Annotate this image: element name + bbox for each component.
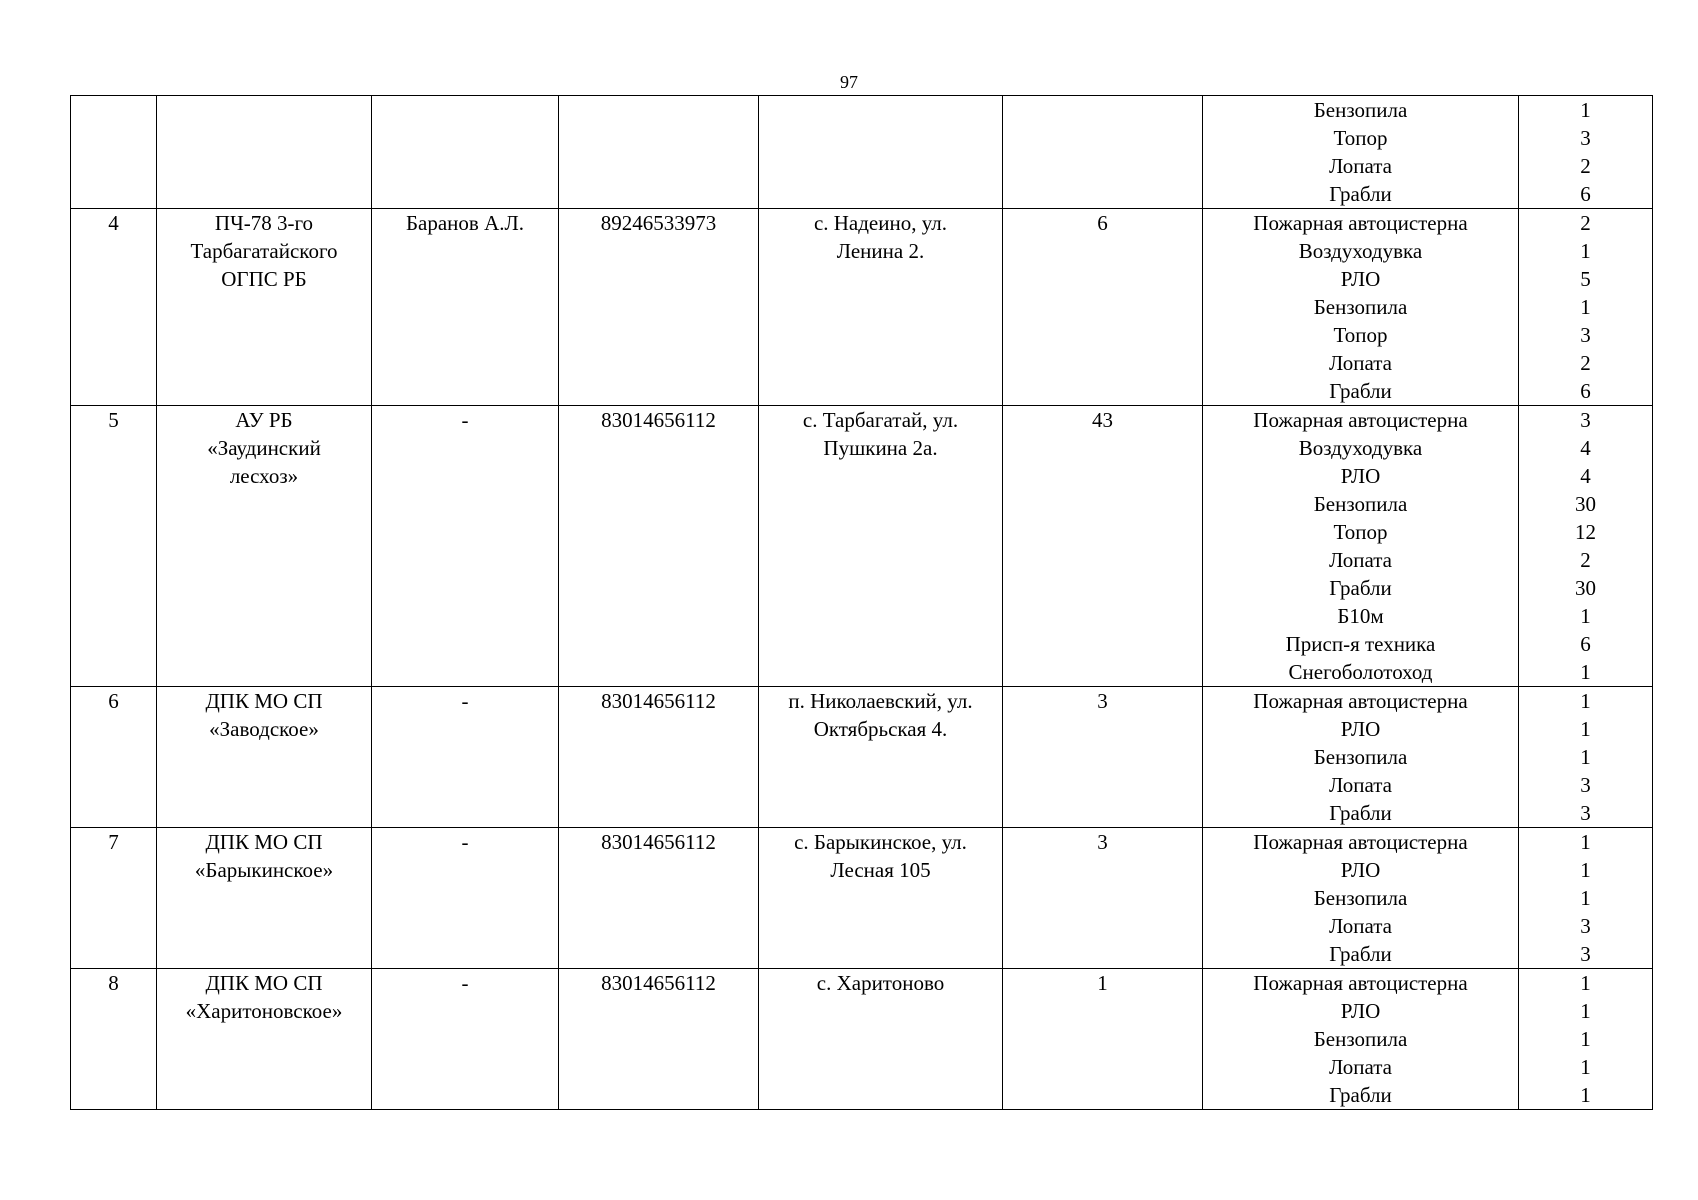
table-row (71, 209, 1653, 406)
address-line: Пушкина 2а. (823, 436, 938, 460)
address-cell (759, 406, 1003, 687)
equipment-quantity: 1 (1580, 886, 1591, 910)
organization-name-line: ДПК МО СП (205, 971, 323, 995)
address-line: Ленина 2. (836, 239, 925, 263)
row-number: 5 (108, 408, 119, 432)
equipment-quantity: 6 (1580, 379, 1591, 403)
equipment-quantity: 1 (1580, 971, 1591, 995)
quantity-cell (1519, 96, 1653, 209)
personnel-count: 43 (1092, 408, 1113, 432)
row-number: 4 (108, 211, 119, 235)
address-line: п. Николаевский, ул. (788, 689, 973, 713)
equipment-item: Б10м (1337, 604, 1384, 628)
page-number: 97 (840, 72, 858, 92)
equipment-item: Пожарная автоцистерна (1253, 971, 1468, 995)
equipment-item: Бензопила (1313, 1027, 1408, 1051)
organization-cell (157, 96, 372, 209)
equipment-item: Лопата (1329, 154, 1392, 178)
equipment-quantity: 3 (1580, 914, 1591, 938)
equipment-quantity: 1 (1580, 239, 1591, 263)
equipment-quantity: 1 (1580, 999, 1591, 1023)
equipment-item: РЛО (1340, 999, 1381, 1023)
quantity-cell (1519, 687, 1653, 828)
organization-name-line: «Заудинский (207, 436, 321, 460)
equipment-quantity: 1 (1580, 1027, 1591, 1051)
equipment-item: Бензопила (1313, 745, 1408, 769)
table-row (71, 969, 1653, 1110)
equipment-item: Бензопила (1313, 295, 1408, 319)
personnel-count-cell (1003, 969, 1203, 1110)
address-cell (759, 96, 1003, 209)
table-row (71, 406, 1653, 687)
row-number: 7 (108, 830, 119, 854)
equipment-cell (1203, 209, 1519, 406)
equipment-item: Бензопила (1313, 98, 1408, 122)
address-line: с. Надеино, ул. (813, 211, 948, 235)
equipment-quantity: 3 (1580, 942, 1591, 966)
equipment-cell (1203, 828, 1519, 969)
equipment-item: Снегоболотоход (1288, 660, 1433, 684)
head-name (376, 96, 554, 124)
personnel-count-cell (1003, 406, 1203, 687)
equipment-quantity: 1 (1580, 830, 1591, 854)
row-number-cell (71, 406, 157, 687)
phone-number (563, 96, 754, 124)
head-cell (372, 406, 559, 687)
equipment-quantity: 1 (1580, 717, 1591, 741)
equipment-item: Присп-я техника (1285, 632, 1436, 656)
phone-number: 83014656112 (601, 689, 716, 713)
equipment-item: Бензопила (1313, 492, 1408, 516)
head-name: Баранов А.Л. (405, 211, 524, 235)
phone-number: 83014656112 (601, 971, 716, 995)
equipment-quantity: 1 (1580, 858, 1591, 882)
equipment-item: Лопата (1329, 773, 1392, 797)
equipment-quantity: 2 (1580, 351, 1591, 375)
equipment-quantity: 2 (1580, 548, 1591, 572)
equipment-item: Пожарная автоцистерна (1253, 408, 1468, 432)
head-name: - (461, 408, 469, 432)
organization-name-line: ОГПС РБ (221, 267, 307, 291)
equipment-quantity: 1 (1580, 1083, 1591, 1107)
head-cell (372, 687, 559, 828)
address-cell (759, 209, 1003, 406)
phone-cell (559, 969, 759, 1110)
equipment-quantity: 1 (1580, 660, 1591, 684)
organization-name-line: АУ РБ (235, 408, 293, 432)
equipment-quantity: 1 (1580, 604, 1591, 628)
row-number-cell (71, 209, 157, 406)
organization-cell (157, 969, 372, 1110)
equipment-item: Лопата (1329, 914, 1392, 938)
equipment-item: Грабли (1329, 379, 1392, 403)
head-name: - (461, 830, 469, 854)
personnel-count: 3 (1097, 689, 1108, 713)
equipment-item: Воздуходувка (1298, 239, 1423, 263)
personnel-count-cell (1003, 209, 1203, 406)
organization-name-line: ДПК МО СП (205, 689, 323, 713)
organization-name-line: «Харитоновское» (185, 999, 343, 1023)
organization-cell (157, 687, 372, 828)
equipment-quantity: 4 (1580, 436, 1591, 460)
equipment-quantity: 1 (1580, 98, 1591, 122)
equipment-quantity: 1 (1580, 1055, 1591, 1079)
personnel-count (1007, 96, 1198, 124)
head-cell (372, 96, 559, 209)
equipment-quantity: 4 (1580, 464, 1591, 488)
quantity-cell (1519, 969, 1653, 1110)
head-cell (372, 969, 559, 1110)
equipment-item: Топор (1333, 323, 1388, 347)
row-number-cell (71, 687, 157, 828)
equipment-quantity: 3 (1580, 773, 1591, 797)
equipment-item: Грабли (1329, 576, 1392, 600)
equipment-quantity: 3 (1580, 408, 1591, 432)
personnel-count-cell (1003, 828, 1203, 969)
equipment-quantity: 30 (1575, 576, 1596, 600)
head-name: - (461, 971, 469, 995)
equipment-quantity: 3 (1580, 323, 1591, 347)
phone-cell (559, 687, 759, 828)
phone-cell (559, 828, 759, 969)
equipment-quantity: 1 (1580, 689, 1591, 713)
equipment-item: Топор (1333, 126, 1388, 150)
equipment-item: Пожарная автоцистерна (1253, 211, 1468, 235)
phone-number: 83014656112 (601, 830, 716, 854)
equipment-quantity: 2 (1580, 154, 1591, 178)
equipment-quantity: 30 (1575, 492, 1596, 516)
equipment-quantity: 6 (1580, 632, 1591, 656)
equipment-item: Бензопила (1313, 886, 1408, 910)
phone-cell (559, 96, 759, 209)
address-line: Октябрьская 4. (813, 717, 948, 741)
equipment-item: Лопата (1329, 548, 1392, 572)
address-cell (759, 687, 1003, 828)
organization-name-line: «Заводское» (209, 717, 319, 741)
row-number-cell (71, 828, 157, 969)
address-line: с. Тарбагатай, ул. (802, 408, 959, 432)
organization-cell (157, 209, 372, 406)
equipment-item: Лопата (1329, 1055, 1392, 1079)
quantity-cell (1519, 406, 1653, 687)
equipment-item: РЛО (1340, 464, 1381, 488)
address-line: Лесная 105 (830, 858, 931, 882)
head-cell (372, 828, 559, 969)
organization-name-line: ДПК МО СП (205, 830, 323, 854)
address-line: с. Барыкинское, ул. (794, 830, 967, 854)
equipment-cell (1203, 96, 1519, 209)
personnel-count: 6 (1097, 211, 1108, 235)
head-name: - (461, 689, 469, 713)
table-row (71, 828, 1653, 969)
equipment-quantity: 6 (1580, 182, 1591, 206)
address-cell (759, 969, 1003, 1110)
quantity-cell (1519, 209, 1653, 406)
table-body (71, 96, 1653, 1110)
equipment-item: РЛО (1340, 267, 1381, 291)
equipment-item: Воздуходувка (1298, 436, 1423, 460)
equipment-quantity: 1 (1580, 745, 1591, 769)
organization-cell (157, 828, 372, 969)
phone-cell (559, 406, 759, 687)
equipment-item: Лопата (1329, 351, 1392, 375)
equipment-item: Пожарная автоцистерна (1253, 830, 1468, 854)
address-cell (759, 828, 1003, 969)
organization-cell (157, 406, 372, 687)
equipment-quantity: 5 (1580, 267, 1591, 291)
table-row (71, 96, 1653, 209)
phone-cell (559, 209, 759, 406)
personnel-count-cell (1003, 687, 1203, 828)
equipment-item: Пожарная автоцистерна (1253, 689, 1468, 713)
equipment-item: Грабли (1329, 942, 1392, 966)
organization-name-line: Тарбагатайского (190, 239, 338, 263)
row-number: 8 (108, 971, 119, 995)
equipment-item: Топор (1333, 520, 1388, 544)
head-cell (372, 209, 559, 406)
row-number: 6 (108, 689, 119, 713)
organization-name-line: лесхоз» (229, 464, 299, 488)
row-number (75, 96, 152, 124)
equipment-quantity: 12 (1575, 520, 1596, 544)
equipment-item: Грабли (1329, 182, 1392, 206)
equipment-quantity: 1 (1580, 295, 1591, 319)
phone-number: 83014656112 (601, 408, 716, 432)
row-number-cell (71, 969, 157, 1110)
equipment-cell (1203, 969, 1519, 1110)
phone-number: 89246533973 (600, 211, 717, 235)
equipment-item: Грабли (1329, 801, 1392, 825)
quantity-cell (1519, 828, 1653, 969)
table-row (71, 687, 1653, 828)
equipment-quantity: 3 (1580, 126, 1591, 150)
equipment-item: РЛО (1340, 858, 1381, 882)
equipment-item: РЛО (1340, 717, 1381, 741)
personnel-count: 1 (1097, 971, 1108, 995)
address-line: с. Харитоново (816, 971, 945, 995)
forces-and-equipment-table (70, 95, 1653, 1110)
equipment-item: Грабли (1329, 1083, 1392, 1107)
personnel-count: 3 (1097, 830, 1108, 854)
equipment-quantity: 3 (1580, 801, 1591, 825)
equipment-cell (1203, 406, 1519, 687)
equipment-cell (1203, 687, 1519, 828)
personnel-count-cell (1003, 96, 1203, 209)
organization-name-line: ПЧ-78 3-го (214, 211, 314, 235)
organization-name-line: «Барыкинское» (194, 858, 334, 882)
row-number-cell (71, 96, 157, 209)
equipment-quantity: 2 (1580, 211, 1591, 235)
